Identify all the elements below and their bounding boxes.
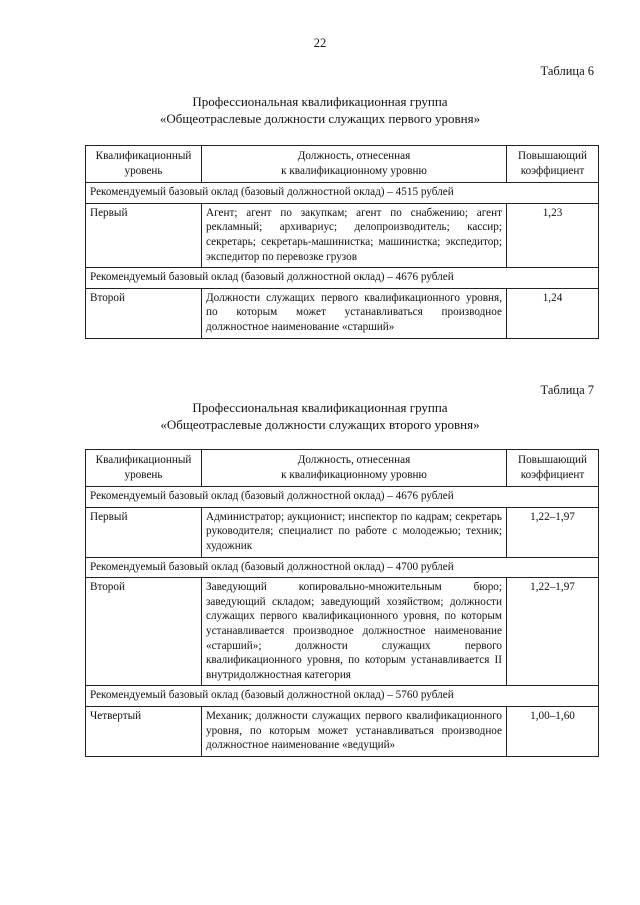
salary-cell: Рекомендуемый базовый оклад (базовый должностной оклад) – 4676 рублей [86,487,599,508]
coefficient-cell: 1,00–1,60 [507,706,599,756]
positions-cell: Агент; агент по закупкам; агент по снабжению; агент рекламный; архивариус; делопроизводитель; кассир; секретарь; секретарь-машинистка; машинистка; экспедитор; экспедитор по перевозке грузов [202,203,507,267]
header-level-line1: Квалификационный [95,150,192,162]
header-level-cell [86,146,202,183]
header-position-line2: к квалификационному уровню [281,468,427,481]
header-coef-line2: коэффициент [520,468,585,481]
salary-cell: Рекомендуемый базовый оклад (базовый должностной оклад) – 4515 рублей [86,183,599,204]
salary-row [86,268,599,289]
positions-cell: Механик; должности служащих первого квалификационного уровня, по которым может устанавливаться производное должностное наименование «ведущий» [202,706,507,756]
header-position-line1: Должность, отнесенная [297,454,411,466]
salary-cell: Рекомендуемый базовый оклад (базовый должностной оклад) – 4700 рублей [86,557,599,578]
positions-cell: Должности служащих первого квалификационного уровня, по которым может устанавливаться производное должностное наименование «старший» [202,288,507,338]
salary-row [86,686,599,707]
table-6-title-line1: Профессиональная квалификационная группа [192,94,448,109]
table-row [86,578,599,686]
header-coef-cell [507,450,599,487]
header-coef-line1: Повышающий [518,150,587,162]
coefficient-cell: 1,22–1,97 [507,578,599,686]
level-cell: Четвертый [86,706,202,756]
coefficient-cell: 1,23 [507,203,599,267]
header-coef-line2: коэффициент [520,164,585,177]
table-7-title [0,399,640,433]
positions-cell: Заведующий копировально-множительным бюро; заведующий складом; заведующий хозяйством; должности служащих первого квалификационного уровня, по которым устанавливается производное должностное наименование «старший»; должности служащих первого квалификационного уровня, по которым устанавливается II внутридолжностная категория [202,578,507,686]
level-cell: Второй [86,578,202,686]
header-level-cell [86,450,202,487]
level-cell: Второй [86,288,202,338]
header-position-cell [202,450,507,487]
table-6-label: Таблица 6 [540,64,594,78]
header-coef-cell [507,146,599,183]
salary-cell: Рекомендуемый базовый оклад (базовый должностной оклад) – 5760 рублей [86,686,599,707]
salary-row [86,183,599,204]
header-level-line2: уровень [124,468,163,481]
header-position-line1: Должность, отнесенная [297,150,411,162]
table-7-title-line2: «Общеотраслевые должности служащих второго уровня» [160,417,480,432]
salary-row [86,557,599,578]
header-position-line2: к квалификационному уровню [281,164,427,177]
salary-row [86,487,599,508]
table-6-title [0,93,640,127]
table-header-row [86,450,599,487]
level-cell: Первый [86,507,202,557]
header-level-line1: Квалификационный [95,454,192,466]
header-coef-line1: Повышающий [518,454,587,466]
header-position-cell [202,146,507,183]
positions-cell: Администратор; аукционист; инспектор по кадрам; секретарь руководителя; специалист по работе с молодежью; техник; художник [202,507,507,557]
table-7-title-line1: Профессиональная квалификационная группа [192,400,448,415]
coefficient-cell: 1,24 [507,288,599,338]
salary-cell: Рекомендуемый базовый оклад (базовый должностной оклад) – 4676 рублей [86,268,599,289]
page-number: 22 [313,36,327,50]
table-7 [85,449,599,757]
table-row [86,706,599,756]
table-row [86,203,599,267]
table-6 [85,145,599,339]
table-7-label: Таблица 7 [540,383,594,397]
table-6-title-line2: «Общеотраслевые должности служащих первого уровня» [159,111,481,126]
header-level-line2: уровень [124,164,163,177]
level-cell: Первый [86,203,202,267]
table-row [86,288,599,338]
table-row [86,507,599,557]
coefficient-cell: 1,22–1,97 [507,507,599,557]
table-header-row [86,146,599,183]
